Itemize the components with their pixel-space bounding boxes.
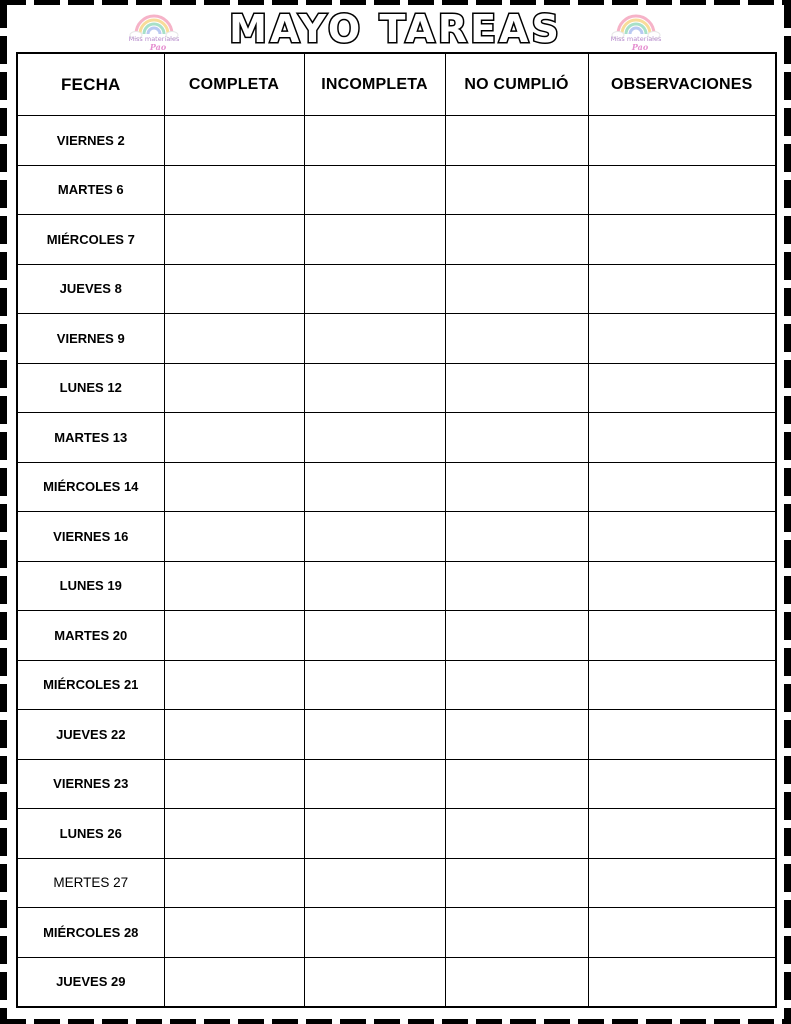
date-cell: MARTES 20 bbox=[17, 611, 164, 661]
no-cumplio-cell[interactable] bbox=[445, 215, 588, 265]
incompleta-cell[interactable] bbox=[304, 116, 445, 166]
incompleta-cell[interactable] bbox=[304, 660, 445, 710]
no-cumplio-cell[interactable] bbox=[445, 512, 588, 562]
column-header-incompleta: INCOMPLETA bbox=[304, 53, 445, 116]
date-cell: MARTES 6 bbox=[17, 165, 164, 215]
completa-cell[interactable] bbox=[164, 512, 304, 562]
column-header-observaciones: OBSERVACIONES bbox=[588, 53, 776, 116]
incompleta-cell[interactable] bbox=[304, 908, 445, 958]
incompleta-cell[interactable] bbox=[304, 561, 445, 611]
table-row bbox=[17, 462, 776, 512]
table-row bbox=[17, 858, 776, 908]
no-cumplio-cell[interactable] bbox=[445, 165, 588, 215]
observaciones-cell[interactable] bbox=[588, 264, 776, 314]
table-row bbox=[17, 413, 776, 463]
incompleta-cell[interactable] bbox=[304, 611, 445, 661]
completa-cell[interactable] bbox=[164, 710, 304, 760]
table-header-row bbox=[17, 53, 776, 116]
completa-cell[interactable] bbox=[164, 215, 304, 265]
completa-cell[interactable] bbox=[164, 759, 304, 809]
observaciones-cell[interactable] bbox=[588, 759, 776, 809]
dashed-border-left bbox=[0, 0, 7, 1024]
table-row bbox=[17, 660, 776, 710]
observaciones-cell[interactable] bbox=[588, 462, 776, 512]
completa-cell[interactable] bbox=[164, 611, 304, 661]
completa-cell[interactable] bbox=[164, 660, 304, 710]
date-cell: MIÉRCOLES 21 bbox=[17, 660, 164, 710]
date-cell: JUEVES 22 bbox=[17, 710, 164, 760]
table-row bbox=[17, 710, 776, 760]
date-cell: MIÉRCOLES 14 bbox=[17, 462, 164, 512]
table-row bbox=[17, 561, 776, 611]
no-cumplio-cell[interactable] bbox=[445, 561, 588, 611]
observaciones-cell[interactable] bbox=[588, 512, 776, 562]
incompleta-cell[interactable] bbox=[304, 858, 445, 908]
table-row bbox=[17, 611, 776, 661]
task-table bbox=[16, 52, 777, 1008]
observaciones-cell[interactable] bbox=[588, 957, 776, 1007]
table-row bbox=[17, 116, 776, 166]
table-row bbox=[17, 264, 776, 314]
date-cell: JUEVES 29 bbox=[17, 957, 164, 1007]
incompleta-cell[interactable] bbox=[304, 264, 445, 314]
no-cumplio-cell[interactable] bbox=[445, 116, 588, 166]
incompleta-cell[interactable] bbox=[304, 710, 445, 760]
page-title: MAYO TAREAS bbox=[229, 7, 562, 51]
incompleta-cell[interactable] bbox=[304, 462, 445, 512]
incompleta-cell[interactable] bbox=[304, 215, 445, 265]
completa-cell[interactable] bbox=[164, 908, 304, 958]
no-cumplio-cell[interactable] bbox=[445, 314, 588, 364]
completa-cell[interactable] bbox=[164, 462, 304, 512]
no-cumplio-cell[interactable] bbox=[445, 957, 588, 1007]
date-cell: VIERNES 16 bbox=[17, 512, 164, 562]
observaciones-cell[interactable] bbox=[588, 710, 776, 760]
table-row bbox=[17, 908, 776, 958]
completa-cell[interactable] bbox=[164, 264, 304, 314]
date-cell: LUNES 26 bbox=[17, 809, 164, 859]
observaciones-cell[interactable] bbox=[588, 215, 776, 265]
observaciones-cell[interactable] bbox=[588, 363, 776, 413]
completa-cell[interactable] bbox=[164, 561, 304, 611]
table-row bbox=[17, 363, 776, 413]
observaciones-cell[interactable] bbox=[588, 809, 776, 859]
observaciones-cell[interactable] bbox=[588, 908, 776, 958]
no-cumplio-cell[interactable] bbox=[445, 611, 588, 661]
date-cell: MARTES 13 bbox=[17, 413, 164, 463]
completa-cell[interactable] bbox=[164, 809, 304, 859]
dashed-border-bottom bbox=[0, 1019, 791, 1024]
table-row bbox=[17, 809, 776, 859]
column-header-no-cumplio: NO CUMPLIÓ bbox=[445, 53, 588, 116]
observaciones-cell[interactable] bbox=[588, 165, 776, 215]
completa-cell[interactable] bbox=[164, 165, 304, 215]
no-cumplio-cell[interactable] bbox=[445, 363, 588, 413]
no-cumplio-cell[interactable] bbox=[445, 759, 588, 809]
incompleta-cell[interactable] bbox=[304, 809, 445, 859]
dashed-border-top bbox=[0, 0, 791, 5]
no-cumplio-cell[interactable] bbox=[445, 908, 588, 958]
completa-cell[interactable] bbox=[164, 957, 304, 1007]
table-row bbox=[17, 165, 776, 215]
no-cumplio-cell[interactable] bbox=[445, 462, 588, 512]
incompleta-cell[interactable] bbox=[304, 759, 445, 809]
no-cumplio-cell[interactable] bbox=[445, 413, 588, 463]
no-cumplio-cell[interactable] bbox=[445, 710, 588, 760]
svg-text:Miss materiales: Miss materiales bbox=[128, 35, 180, 43]
svg-text:Miss materiales: Miss materiales bbox=[610, 35, 662, 43]
svg-text:Pao: Pao bbox=[149, 42, 167, 52]
no-cumplio-cell[interactable] bbox=[445, 264, 588, 314]
no-cumplio-cell[interactable] bbox=[445, 858, 588, 908]
table-row bbox=[17, 512, 776, 562]
no-cumplio-cell[interactable] bbox=[445, 660, 588, 710]
date-cell: MERTES 27 bbox=[17, 858, 164, 908]
dashed-border-right bbox=[784, 0, 791, 1024]
date-cell: VIERNES 9 bbox=[17, 314, 164, 364]
observaciones-cell[interactable] bbox=[588, 858, 776, 908]
table-row bbox=[17, 215, 776, 265]
observaciones-cell[interactable] bbox=[588, 660, 776, 710]
observaciones-cell[interactable] bbox=[588, 611, 776, 661]
column-header-fecha: FECHA bbox=[17, 53, 164, 116]
date-cell: MIÉRCOLES 7 bbox=[17, 215, 164, 265]
incompleta-cell[interactable] bbox=[304, 363, 445, 413]
observaciones-cell[interactable] bbox=[588, 413, 776, 463]
incompleta-cell[interactable] bbox=[304, 314, 445, 364]
svg-text:Pao: Pao bbox=[631, 42, 649, 52]
date-cell: MIÉRCOLES 28 bbox=[17, 908, 164, 958]
table-row bbox=[17, 314, 776, 364]
column-header-completa: COMPLETA bbox=[164, 53, 304, 116]
incompleta-cell[interactable] bbox=[304, 165, 445, 215]
completa-cell[interactable] bbox=[164, 116, 304, 166]
observaciones-cell[interactable] bbox=[588, 116, 776, 166]
date-cell: VIERNES 2 bbox=[17, 116, 164, 166]
completa-cell[interactable] bbox=[164, 363, 304, 413]
completa-cell[interactable] bbox=[164, 858, 304, 908]
date-cell: LUNES 19 bbox=[17, 561, 164, 611]
incompleta-cell[interactable] bbox=[304, 957, 445, 1007]
incompleta-cell[interactable] bbox=[304, 512, 445, 562]
no-cumplio-cell[interactable] bbox=[445, 809, 588, 859]
date-cell: LUNES 12 bbox=[17, 363, 164, 413]
observaciones-cell[interactable] bbox=[588, 314, 776, 364]
date-cell: VIERNES 23 bbox=[17, 759, 164, 809]
incompleta-cell[interactable] bbox=[304, 413, 445, 463]
completa-cell[interactable] bbox=[164, 413, 304, 463]
table-row bbox=[17, 759, 776, 809]
observaciones-cell[interactable] bbox=[588, 561, 776, 611]
date-cell: JUEVES 8 bbox=[17, 264, 164, 314]
completa-cell[interactable] bbox=[164, 314, 304, 364]
table-row bbox=[17, 957, 776, 1007]
